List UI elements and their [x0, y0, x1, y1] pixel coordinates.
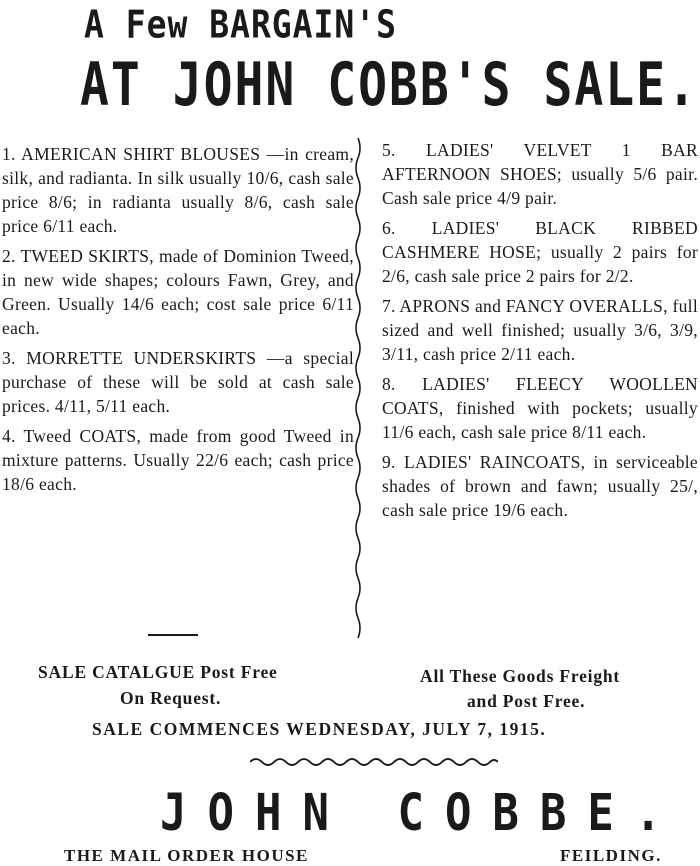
catalogue-line-1: SALE CATALGUE Post Free	[38, 662, 278, 682]
item-8: 8. LADIES' FLEECY WOOLLEN COATS, finished with pockets; usually 11/6 each, cash sale price 8/11 each.	[382, 374, 698, 442]
item-5: 5. LADIES' VELVET 1 BAR AFTERNOON SHOES; usually 5/6 pair. Cash sale price 4/9 pair.	[382, 140, 698, 208]
wave-rule	[250, 754, 498, 770]
catalogue-line-2: On Request.	[120, 688, 222, 708]
sale-commences: SALE COMMENCES WEDNESDAY, JULY 7, 1915.	[92, 719, 547, 739]
header-line-1: A Few BARGAIN'S	[84, 2, 398, 47]
item-1: 1. AMERICAN SHIRT BLOUSES —in cream, silk, and radianta. In silk usually 10/6, cash sale price 8/6; in radianta usually 8/6, cash sale price 6/11 each.	[2, 144, 354, 236]
freight-line-1: All These Goods Freight	[420, 666, 621, 686]
short-rule	[148, 634, 198, 636]
item-3: 3. MORRETTE UNDERSKIRTS —a special purchase of these will be sold at cash sale prices. 4/11, 5/11 each.	[2, 348, 354, 416]
tagline: THE MAIL ORDER HOUSE	[64, 846, 309, 865]
item-9: 9. LADIES' RAINCOATS, in serviceable shades of brown and fawn; usually 25/, cash sale price 19/6 each.	[382, 452, 698, 520]
item-4: 4. Tweed COATS, made from good Tweed in mixture patterns. Usually 22/6 each; cash price 18/6 each.	[2, 426, 354, 494]
company-name: JOHN COBBE.	[160, 784, 683, 843]
item-2: 2. TWEED SKIRTS, made of Dominion Tweed, in new wide shapes; colours Fawn, Grey, and Green. Usually 14/6 each; cost sale price 6/11 each.	[2, 246, 354, 338]
column-divider	[348, 138, 368, 638]
header-line-2: AT JOHN COBB'S SALE.	[80, 50, 698, 120]
freight-line-2: and Post Free.	[467, 691, 586, 711]
left-column	[2, 142, 354, 502]
item-7: 7. APRONS and FANCY OVERALLS, full sized and well finished; usually 3/6, 3/9, 3/11, cash price 2/11 each.	[382, 296, 698, 364]
right-column	[382, 138, 698, 528]
town: FEILDING.	[560, 846, 662, 865]
item-6: 6. LADIES' BLACK RIBBED CASHMERE HOSE; usually 2 pairs for 2/6, cash sale price 2 pairs for 2/2.	[382, 218, 698, 286]
